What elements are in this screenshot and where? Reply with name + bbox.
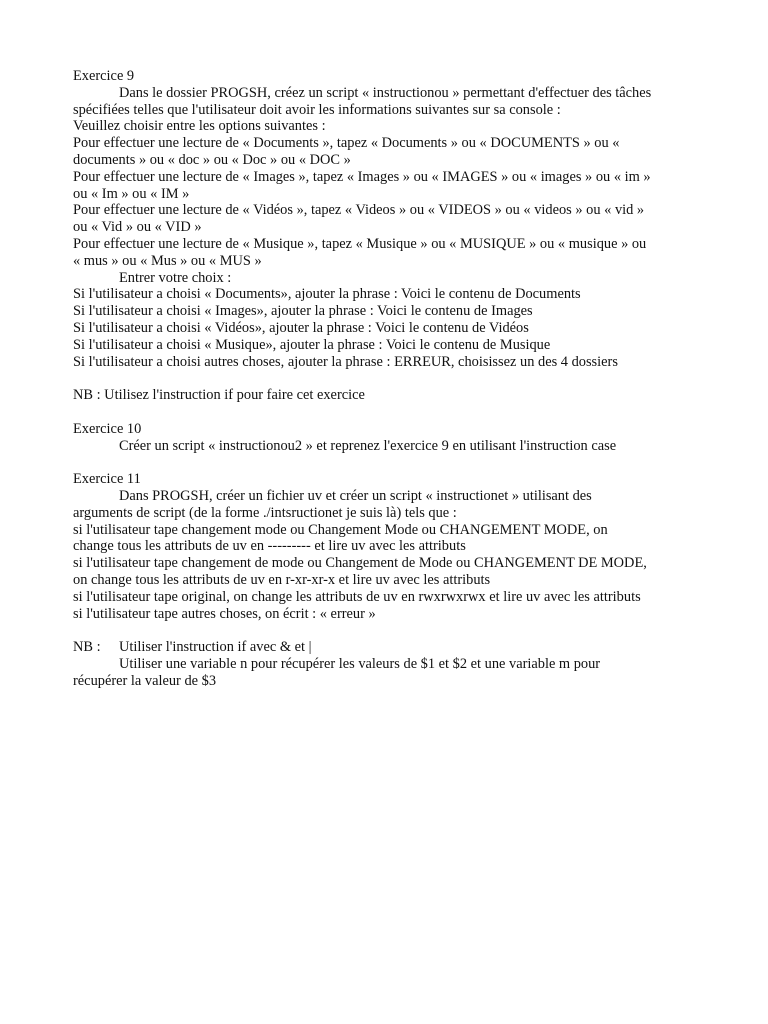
spacer (73, 454, 703, 471)
exercise-11-line: Dans PROGSH, créer un fichier uv et créer un script « instructionet » utilisant des (119, 487, 592, 504)
exercise-11-line: si l'utilisateur tape autres choses, on écrit : « erreur » (73, 605, 376, 622)
exercise-9-line: Entrer votre choix : (119, 269, 232, 286)
exercise-11-line: si l'utilisateur tape changement mode ou Changement Mode ou CHANGEMENT MODE, on (73, 521, 608, 538)
exercise-11-line: si l'utilisateur tape original, on change les attributs de uv en rwxrwxrwx et lire uv avec les attributs (73, 588, 641, 605)
exercise-9-line: Si l'utilisateur a choisi « Vidéos», ajouter la phrase : Voici le contenu de Vidéos (73, 319, 529, 336)
note-label: NB : (73, 639, 101, 656)
exercise-11-title: Exercice 11 (73, 471, 141, 488)
note-line: Utiliser l'instruction if avec & et | (119, 639, 312, 656)
exercise-9-line: Pour effectuer une lecture de « Musique », tapez « Musique » ou « MUSIQUE » ou « musique » ou (73, 235, 647, 252)
exercise-9-line: Si l'utilisateur a choisi « Documents», ajouter la phrase : Voici le contenu de Documents (73, 286, 581, 303)
document-body (73, 68, 703, 689)
exercise-9-line: Si l'utilisateur a choisi « Musique», ajouter la phrase : Voici le contenu de Musique (73, 336, 551, 353)
exercise-9-line: documents » ou « doc » ou « Doc » ou « DOC » (73, 151, 351, 168)
exercise-9-line: Veuillez choisir entre les options suivantes : (73, 118, 326, 135)
exercise-9-line: Pour effectuer une lecture de « Images », tapez « Images » ou « IMAGES » ou « images » ou « im » (73, 168, 651, 185)
spacer (73, 404, 703, 421)
exercise-9-line: Pour effectuer une lecture de « Documents », tapez « Documents » ou « DOCUMENTS » ou « (73, 135, 620, 152)
spacer (73, 622, 703, 639)
exercise-11-line: arguments de script (de la forme ./intsructionet je suis là) tels que : (73, 504, 457, 521)
note-line: récupérer la valeur de $3 (73, 672, 217, 689)
exercise-9-line: « mus » ou « Mus » ou « MUS » (73, 252, 262, 269)
exercise-9-line: ou « Vid » ou « VID » (73, 219, 202, 236)
exercise-10-title: Exercice 10 (73, 420, 142, 437)
exercise-9-line: Si l'utilisateur a choisi autres choses, ajouter la phrase : ERREUR, choisissez un des 4 dossiers (73, 353, 618, 370)
exercise-11-line: on change tous les attributs de uv en r-xr-xr-x et lire uv avec les attributs (73, 571, 491, 588)
exercise-10-line: Créer un script « instructionou2 » et reprenez l'exercice 9 en utilisant l'instruction case (119, 437, 617, 454)
exercise-9-title: Exercice 9 (73, 68, 135, 84)
exercise-9-line: Dans le dossier PROGSH, créez un script « instructionou » permettant d'effectuer des tâches (119, 84, 652, 101)
exercise-9-line: Si l'utilisateur a choisi « Images», ajouter la phrase : Voici le contenu de Images (73, 303, 533, 320)
exercise-11-line: si l'utilisateur tape changement de mode ou Changement de Mode ou CHANGEMENT DE MODE, (73, 555, 647, 572)
exercise-11-line: change tous les attributs de uv en --------- et lire uv avec les attributs (73, 538, 466, 555)
spacer (73, 370, 703, 387)
exercise-11-note (73, 639, 703, 656)
exercise-9-line: spécifiées telles que l'utilisateur doit avoir les informations suivantes sur sa console : (73, 101, 561, 118)
exercise-9-note: NB : Utilisez l'instruction if pour faire cet exercice (73, 387, 365, 404)
exercise-9-line: ou « Im » ou « IM » (73, 185, 190, 202)
exercise-9-line: Pour effectuer une lecture de « Vidéos », tapez « Videos » ou « VIDEOS » ou « videos » ou « vid » (73, 202, 645, 219)
note-line: Utiliser une variable n pour récupérer les valeurs de $1 et $2 et une variable m pour (119, 655, 601, 672)
